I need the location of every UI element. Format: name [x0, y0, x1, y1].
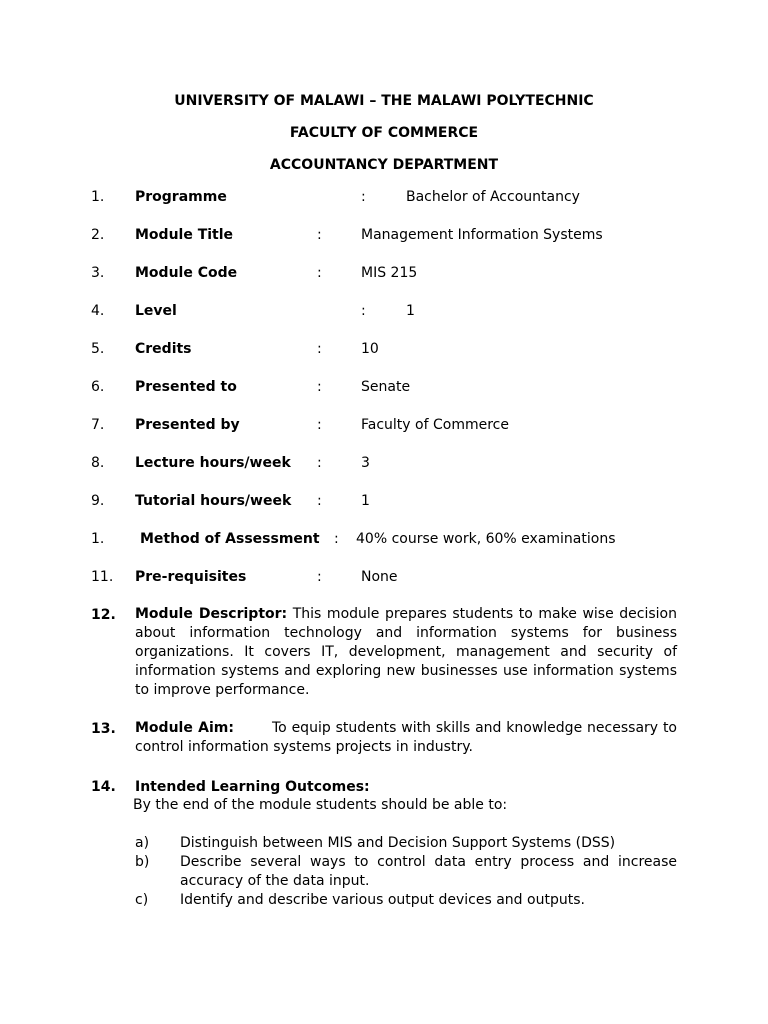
item-value: 1 — [361, 493, 370, 509]
outcome-text: Distinguish between MIS and Decision Support Systems (DSS) — [180, 835, 616, 851]
item-label: Credits — [135, 341, 192, 357]
aim-label: Module Aim: — [135, 720, 234, 736]
item-colon: : — [317, 493, 322, 509]
item-value: 1 — [406, 303, 415, 319]
item-number: 4. — [91, 303, 105, 319]
item-label: Pre-requisites — [135, 569, 247, 585]
item-colon: : — [317, 569, 322, 585]
item-value: Management Information Systems — [361, 227, 603, 243]
outcome-letter: a) — [135, 835, 150, 851]
outcome-letter: c) — [135, 892, 149, 908]
item-label: Presented to — [135, 379, 237, 395]
university-heading: UNIVERSITY OF MALAWI – THE MALAWI POLYTECHNIC — [174, 93, 594, 109]
item-label: Presented by — [135, 417, 240, 433]
item-value: 3 — [361, 455, 370, 471]
item-label: Module Title — [135, 227, 234, 243]
item-number: 11. — [91, 569, 114, 585]
item-colon: : — [361, 189, 366, 205]
item-number: 9. — [91, 493, 105, 509]
item-number: 3. — [91, 265, 105, 281]
outcome-letter: b) — [135, 854, 150, 870]
item-label: Module Code — [135, 265, 238, 281]
item-value: Senate — [361, 379, 411, 395]
item-value: None — [361, 569, 398, 585]
aim-number: 13. — [91, 721, 116, 737]
item-number: 6. — [91, 379, 105, 395]
module-aim — [135, 719, 677, 757]
item-colon: : — [317, 265, 322, 281]
item-colon: : — [361, 303, 366, 319]
descriptor-label: Module Descriptor: — [135, 606, 288, 622]
item-colon: : — [317, 341, 322, 357]
outcomes-intro: By the end of the module students should be able to: — [133, 797, 508, 813]
item-number: 7. — [91, 417, 105, 433]
item-number: 5. — [91, 341, 105, 357]
item-value: MIS 215 — [361, 265, 418, 281]
item-label: Lecture hours/week — [135, 455, 291, 471]
item-colon: : — [317, 455, 322, 471]
outcome-text: Identify and describe various output devices and outputs. — [180, 892, 585, 908]
item-label: Programme — [135, 189, 227, 205]
item-number: 1. — [91, 189, 105, 205]
outcomes-label: Intended Learning Outcomes: — [135, 779, 370, 795]
aim-text: To equip students with skills and knowledge necessary to control information systems projects in industry. — [135, 720, 677, 755]
item-colon: : — [334, 531, 339, 547]
item-value: 40% course work, 60% examinations — [356, 531, 616, 547]
item-number: 8. — [91, 455, 105, 471]
item-colon: : — [317, 417, 322, 433]
faculty-heading: FACULTY OF COMMERCE — [289, 125, 479, 141]
outcomes-number: 14. — [91, 779, 116, 795]
item-value: 10 — [361, 341, 379, 357]
item-value: Bachelor of Accountancy — [406, 189, 580, 205]
department-heading: ACCOUNTANCY DEPARTMENT — [269, 157, 499, 173]
item-number: 2. — [91, 227, 105, 243]
item-label: Level — [135, 303, 177, 319]
outcome-text: Describe several ways to control data entry process and increase accuracy of the data input. — [180, 854, 677, 889]
item-number: 1. — [91, 531, 105, 547]
descriptor-text: This module prepares students to make wise decision about information technology and information systems for business organizations. It covers IT, development, management and security of information systems and exploring new businesses use information systems to improve performance. — [135, 606, 677, 698]
item-label: Tutorial hours/week — [135, 493, 292, 509]
module-descriptor — [135, 605, 677, 700]
item-label: Method of Assessment — [140, 531, 320, 547]
item-colon: : — [317, 379, 322, 395]
item-colon: : — [317, 227, 322, 243]
item-value: Faculty of Commerce — [361, 417, 509, 433]
descriptor-number: 12. — [91, 607, 116, 623]
